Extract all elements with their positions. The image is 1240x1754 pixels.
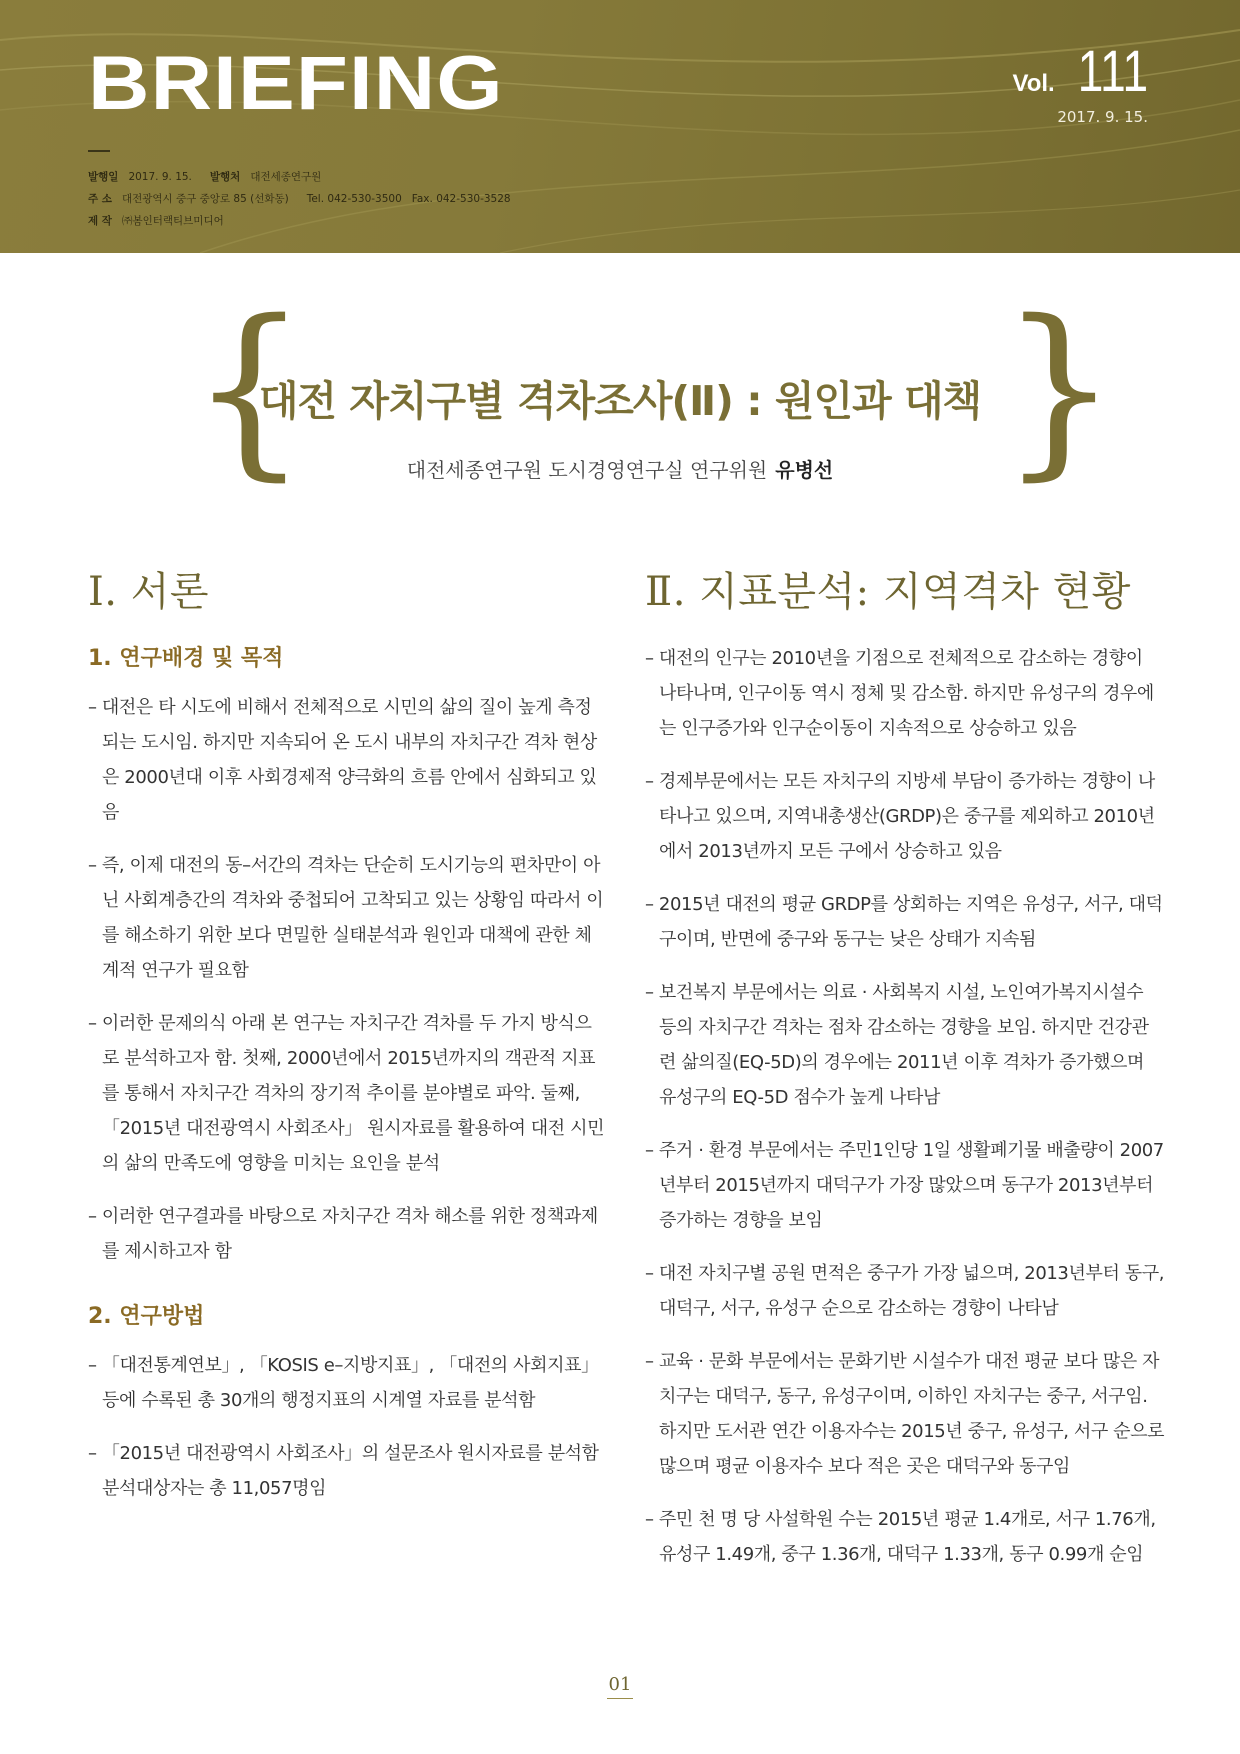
page-number <box>0 1674 1240 1695</box>
subsection-heading: 1. 연구배경 및 목적 <box>88 646 284 671</box>
section-heading: Ⅱ. 지표분석: 지역격차 현황 <box>645 569 1131 615</box>
paragraph: – 즉, 이제 대전의 동–서간의 격차는 단순히 도시기능의 편차만이 아닌 사회계층간의 격차와 중첩되어 고착되고 있는 상황임 따라서 이를 해소하기 위한 보다 면밀한 실태분석과 원인과 대책에 관한 체계적 연구가 필요함 <box>88 855 604 981</box>
paragraph: – 보건복지 부문에서는 의료 · 사회복지 시설, 노인여가복지시설수 등의 자치구간 격차는 점차 감소하는 경향을 보임. 하지만 건강관련 삶의질(EQ-5D)의 경우에는 2011년 이후 격차가 증가했으며 유성구의 EQ-5D 점수가 높게 나타남 <box>645 982 1149 1108</box>
paragraph: – 「대전통계연보」, 「KOSIS e–지방지표」, 「대전의 사회지표」 등에 수록된 총 30개의 행정지표의 시계열 자료를 분석함 <box>88 1355 599 1411</box>
header-banner <box>0 0 1240 253</box>
publisher: 대전세종연구원 <box>250 171 322 183</box>
author-name: 유병선 <box>775 458 834 482</box>
paragraph: – 대전의 인구는 2010년을 기점으로 전체적으로 감소하는 경향이 나타나며, 인구이동 역시 정체 및 감소함. 하지만 유성구의 경우에는 인구증가와 인구순이동이 지속적으로 상승하고 있음 <box>645 648 1154 739</box>
right-column <box>645 560 1165 1590</box>
left-brace: { <box>190 280 309 497</box>
subsection-heading: 2. 연구방법 <box>88 1304 205 1329</box>
fax: Fax. 042-530-3528 <box>411 193 511 205</box>
tel: Tel. 042-530-3500 <box>306 193 402 205</box>
section-heading: Ⅰ. 서론 <box>88 569 210 615</box>
volume-number: 111 <box>1077 39 1148 104</box>
paragraph: – 주거 · 환경 부문에서는 주민1인당 1일 생활폐기물 배출량이 2007년부터 2015년까지 대덕구가 가장 많았으며 동구가 2013년부터 증가하는 경향을 보임 <box>645 1140 1164 1231</box>
paragraph: – 「2015년 대전광역시 사회조사」의 설문조사 원시자료를 분석함 분석대상자는 총 11,057명임 <box>88 1443 599 1499</box>
pub-date: 2017. 9. 15. <box>128 171 192 183</box>
paragraph: – 교육 · 문화 부문에서는 문화기반 시설수가 대전 평균 보다 많은 자치구는 대덕구, 동구, 유성구이며, 이하인 자치구는 중구, 서구임. 하지만 도서관 연간 이용자수는 2015년 중구, 유성구, 서구 순으로 많으며 평균 이용자수 보다 적은 곳은 대덕구와 동구임 <box>645 1351 1165 1477</box>
publication-info <box>88 166 511 232</box>
publisher-label: 발행처 <box>209 171 241 183</box>
brand-logo: BRIEFING <box>88 41 504 126</box>
author-line <box>0 454 1240 483</box>
page-number-text: 01 <box>607 1674 634 1699</box>
paragraph: – 2015년 대전의 평균 GRDP를 상회하는 지역은 유성구, 서구, 대덕구이며, 반면에 중구와 동구는 낮은 상태가 지속됨 <box>645 894 1163 950</box>
volume-label: Vol. <box>1012 70 1055 97</box>
paragraph: – 이러한 연구결과를 바탕으로 자치구간 격차 해소를 위한 정책과제를 제시하고자 함 <box>88 1206 598 1262</box>
paragraph: – 주민 천 명 당 사설학원 수는 2015년 평균 1.4개로, 서구 1.76개, 유성구 1.49개, 중구 1.36개, 대덕구 1.33개, 동구 0.99개 순임 <box>645 1509 1156 1565</box>
divider <box>88 150 110 152</box>
document-title: 대전 자치구별 격차조사(Ⅱ) : 원인과 대책 <box>258 377 982 425</box>
issue-date: 2017. 9. 15. <box>1057 108 1148 126</box>
paragraph: – 대전은 타 시도에 비해서 전체적으로 시민의 삶의 질이 높게 측정되는 도시임. 하지만 지속되어 온 도시 내부의 자치구간 격차 현상은 2000년대 이후 사회경제적 양극화의 흐름 안에서 심화되고 있음 <box>88 697 597 823</box>
left-column <box>88 560 608 1524</box>
paragraph: – 이러한 문제의식 아래 본 연구는 자치구간 격차를 두 가지 방식으로 분석하고자 함. 첫째, 2000년에서 2015년까지의 객관적 지표를 통해서 자치구간 격차의 장기적 추이를 분야별로 파악. 둘째, 「2015년 대전광역시 사회조사」 원시자료를 활용하여 대전 시민의 삶의 만족도에 영향을 미치는 요인을 분석 <box>88 1013 605 1174</box>
pub-date-label: 발행일 <box>88 171 119 183</box>
author-affiliation: 대전세종연구원 도시경영연구실 연구위원 <box>406 458 768 482</box>
address: 대전광역시 중구 중앙로 85 (선화동) <box>121 193 289 205</box>
volume-badge <box>1012 39 1149 104</box>
paragraph: – 대전 자치구별 공원 면적은 중구가 가장 넓으며, 2013년부터 동구, 대덕구, 서구, 유성구 순으로 감소하는 경향이 나타남 <box>645 1263 1165 1319</box>
paragraph: – 경제부문에서는 모든 자치구의 지방세 부담이 증가하는 경향이 나타나고 있으며, 지역내총생산(GRDP)은 중구를 제외하고 2010년에서 2013년까지 모든 구에서 상승하고 있음 <box>645 771 1155 862</box>
producer: ㈜봄인터랙티브미디어 <box>121 215 224 227</box>
right-brace: } <box>1000 280 1119 497</box>
address-label: 주 소 <box>88 193 112 205</box>
producer-label: 제 작 <box>88 215 112 227</box>
